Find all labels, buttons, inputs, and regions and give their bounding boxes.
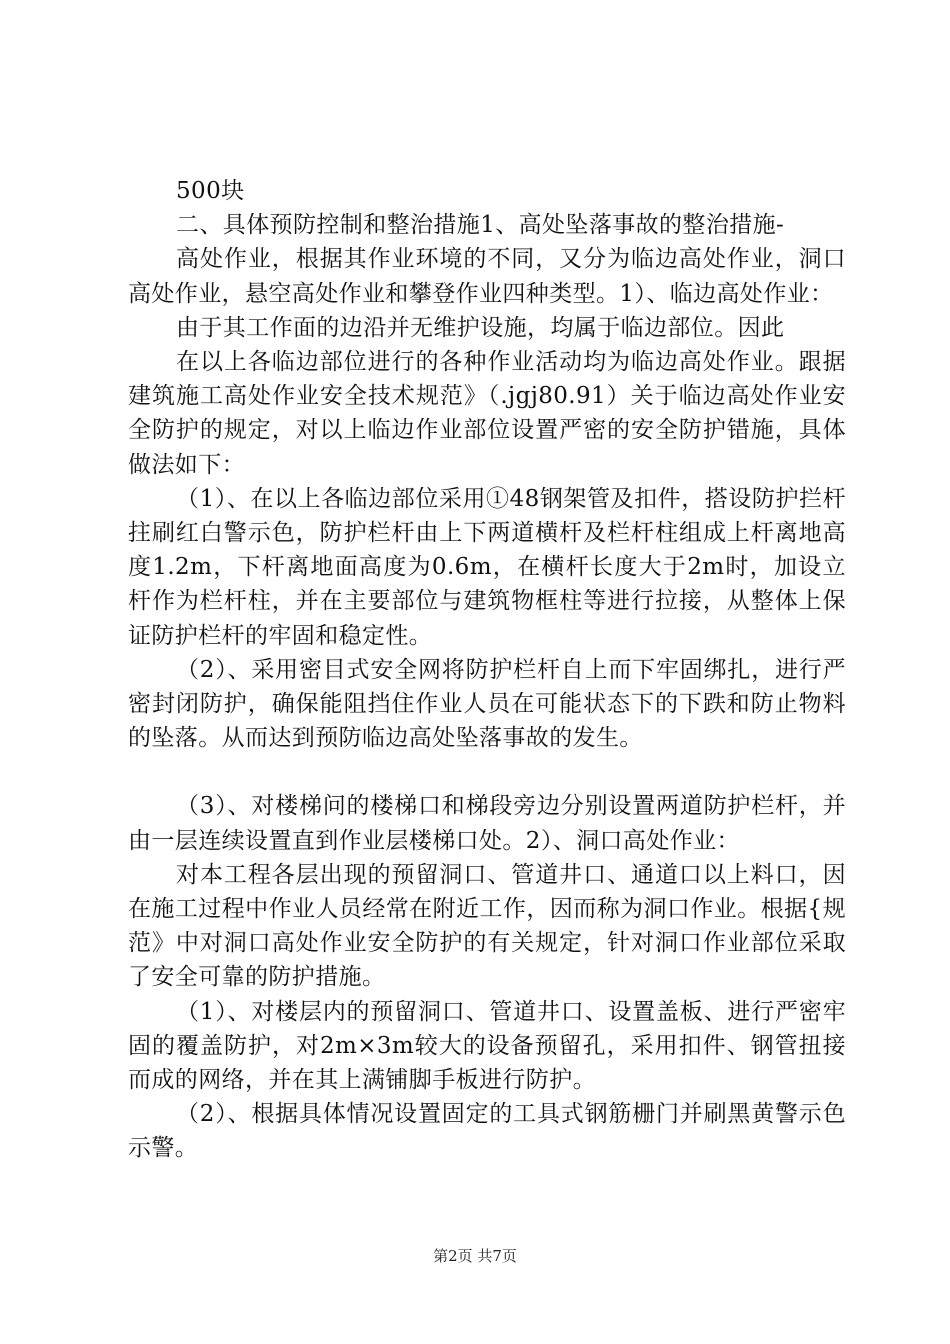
paragraph-section-heading: 二、具体预防控制和整治措施1、高处坠落事故的整治措施- (176, 212, 785, 239)
paragraph-opening-work: 对本工程各层出现的预留洞口、管道井口、通道口以上料口，因在施工过程中作业人员经常在附近工作，因而称为洞口作业。根据{规范》中对洞口高处作业安全防护的有关规定，针对洞口作业部位采取了安全可靠的防护措施。 (128, 861, 846, 991)
paragraph-edge-definition: 由于其工作面的边沿并无维护设施，均属于临边部位。因此 (176, 314, 785, 341)
paragraph-quantity: 500块 (176, 178, 245, 204)
document-body (128, 174, 846, 1166)
paragraph-measure-railing: （1）、在以上各临边部位采用①48钢架管及扣件，搭设防护拦杆拄刷红白警示色，防护栏杆由上下两道横杆及栏杆柱组成上杆离地高度1.2m，下杆离地面高度为0.6m，在横杆长度大于2m时，加设立杆作为栏杆柱，并在主要部位与建筑物框柱等进行拉接，从整体上保证防护栏杆的牢固和稳定性。 (128, 485, 846, 649)
paragraph-opening-cover: （1）、对楼层内的预留洞口、管道井口、设置盖板、进行严密牢固的覆盖防护，对2m×3m较大的设备预留孔，采用扣件、钢管扭接而成的网络，并在其上满铺脚手板进行防护。 (128, 998, 846, 1094)
page-number-footer: 第2页 共7页 (433, 1247, 517, 1265)
paragraph-measure-safety-net: （2）、采用密目式安全网将防护栏杆自上而下牢固绑扎，进行严密封闭防护，确保能阻挡住作业人员在可能状态下的下跌和防止物料的坠落。从而达到预防临边高处坠落事故的发生。 (128, 656, 846, 752)
paragraph-opening-gate: （2）、根据具体情况设置固定的工具式钢筋栅门并刷黑黄警示色示警。 (128, 1101, 846, 1162)
paragraph-measure-stairs: （3）、对楼梯问的楼梯口和梯段旁边分别设置两道防护栏杆，并由一层连续设置直到作业层楼梯口处。2）、洞口高处作业： (128, 793, 846, 854)
paragraph-work-types: 高处作业，根据其作业环境的不同，又分为临边高处作业，洞口高处作业，悬空高处作业和攀登作业四种类型。1）、临边高处作业： (128, 246, 846, 307)
paragraph-edge-activities: 在以上各临边部位进行的各种作业活动均为临边高处作业。跟据建筑施工高处作业安全技术规范》（.jgj80.91）关于临边高处作业安全防护的规定，对以上临边作业部位设置严密的安全防护错施，具体做法如下： (128, 349, 846, 478)
